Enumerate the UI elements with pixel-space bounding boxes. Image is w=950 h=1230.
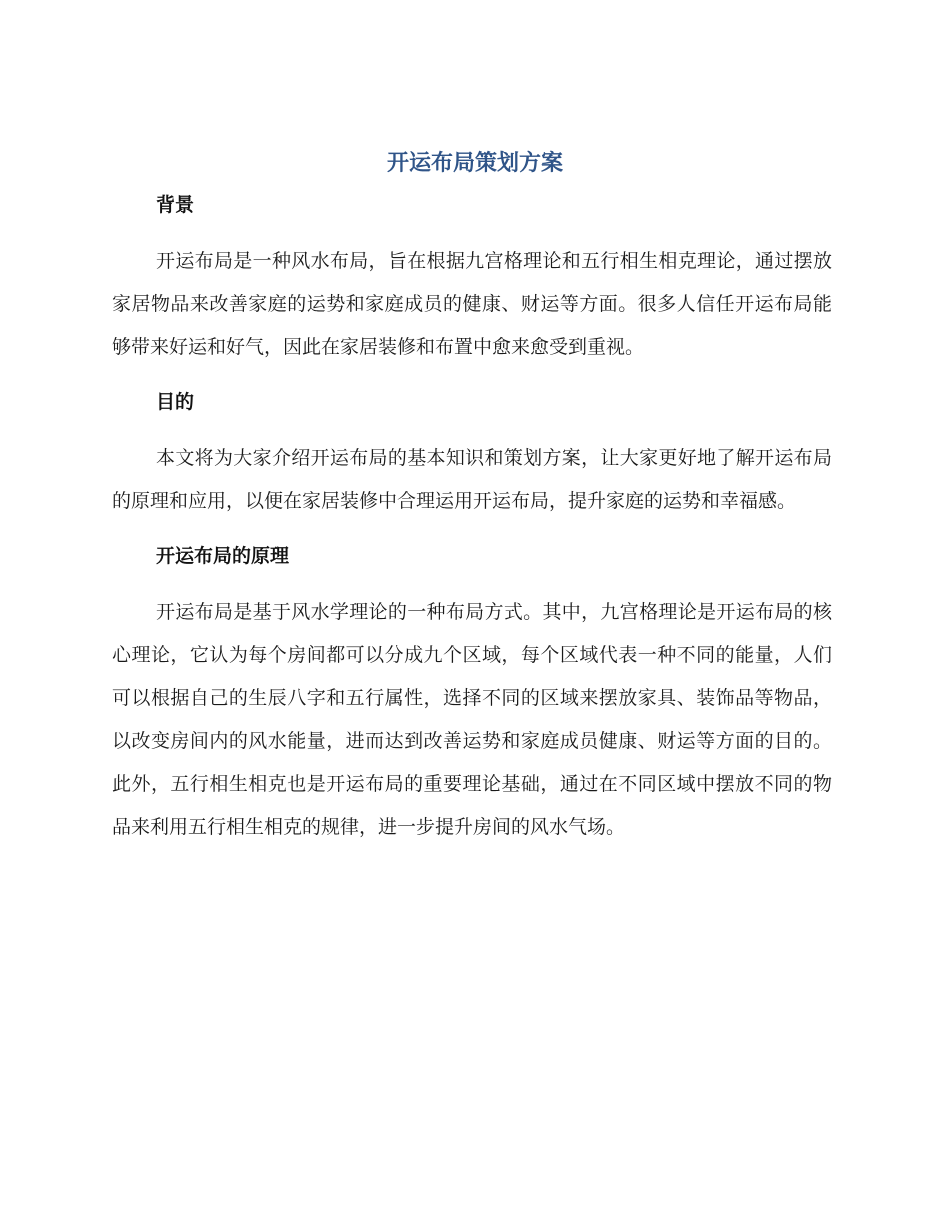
section-background xyxy=(112,190,832,369)
section-principle xyxy=(112,541,832,849)
section-paragraph: 本文将为大家介绍开运布局的基本知识和策划方案，让大家更好地了解开运布局的原理和应用，以便在家居装修中合理运用开运布局，提升家庭的运势和幸福感。 xyxy=(112,447,832,512)
section-purpose xyxy=(112,387,832,523)
document-body xyxy=(112,190,832,849)
section-paragraph: 开运布局是一种风水布局，旨在根据九宫格理论和五行相生相克理论，通过摆放家居物品来改善家庭的运势和家庭成员的健康、财运等方面。很多人信任开运布局能够带来好运和好气，因此在家居装修和布置中愈来愈受到重视。 xyxy=(112,250,832,358)
section-heading: 目的 xyxy=(156,391,195,413)
document-title: 开运布局策划方案 xyxy=(386,151,563,176)
section-heading: 开运布局的原理 xyxy=(156,545,290,567)
section-heading: 背景 xyxy=(156,194,195,216)
section-paragraph: 开运布局是基于风水学理论的一种布局方式。其中，九宫格理论是开运布局的核心理论，它认为每个房间都可以分成九个区域，每个区域代表一种不同的能量，人们可以根据自己的生辰八字和五行属性，选择不同的区域来摆放家具、装饰品等物品，以改变房间内的风水能量，进而达到改善运势和家庭成员健康、财运等方面的目的。此外，五行相生相克也是开运布局的重要理论基础，通过在不同区域中摆放不同的物品来利用五行相生相克的规律，进一步提升房间的风水气场。 xyxy=(112,601,832,838)
